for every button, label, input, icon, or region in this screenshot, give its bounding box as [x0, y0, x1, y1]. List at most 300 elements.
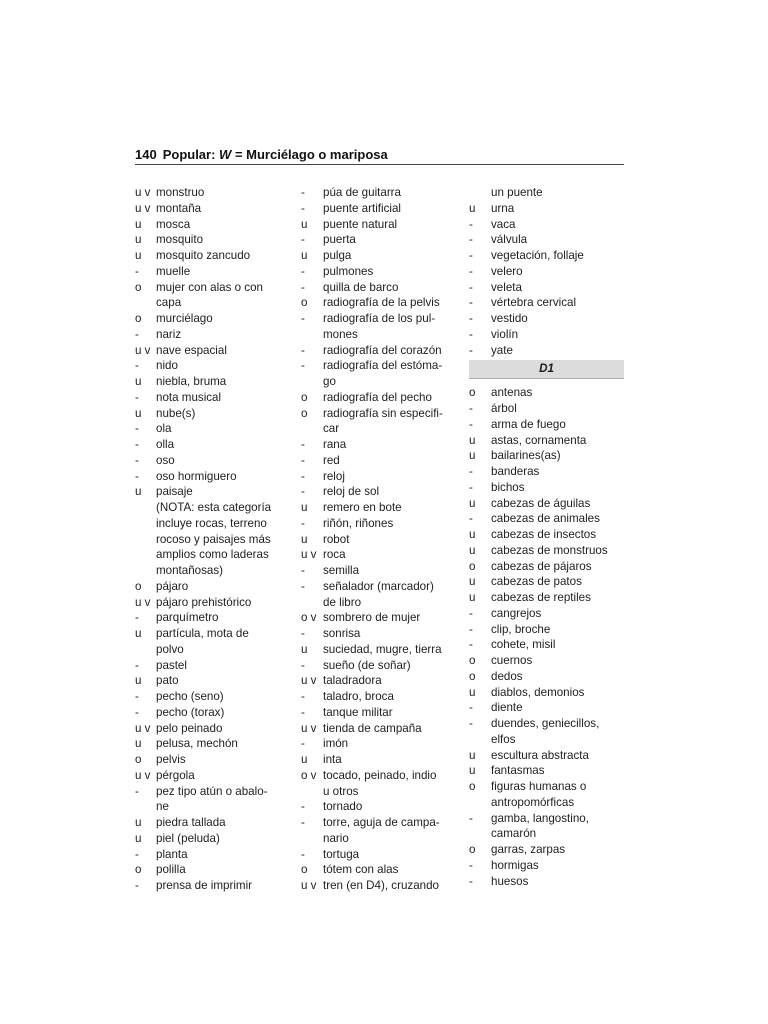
entry-code: -	[301, 800, 305, 814]
entry-text: pelusa, mechón	[156, 737, 238, 751]
list-item	[135, 201, 295, 217]
entry-text: sombrero de mujer	[323, 611, 421, 625]
list-item	[135, 516, 295, 532]
list-item	[469, 511, 626, 527]
entry-text: parquímetro	[156, 611, 219, 625]
page-number: 140	[135, 147, 157, 162]
entry-code	[469, 795, 491, 811]
entry-text: polvo	[156, 642, 184, 656]
entry-text: válvula	[491, 233, 528, 247]
entry-code: -	[301, 847, 305, 861]
list-item	[135, 374, 295, 390]
entry-text: nario	[323, 831, 349, 845]
list-item	[301, 642, 466, 658]
entry-code	[135, 500, 156, 516]
entry-code: u	[135, 406, 142, 420]
entry-code: -	[469, 512, 473, 526]
entry-text: yate	[491, 343, 513, 357]
entry-code: u	[469, 575, 476, 589]
list-item	[469, 842, 626, 858]
entry-code: u	[135, 627, 142, 640]
entry-text: astas, cornamenta	[491, 433, 587, 447]
entry-text: tanque militar	[323, 705, 393, 719]
entry-code: -	[301, 627, 305, 640]
list-item	[135, 500, 295, 516]
entry-text: duendes, geniecillos,	[491, 717, 600, 730]
entry-text: antropomórficas	[491, 795, 575, 809]
entry-text: radiografía de los pul-	[323, 312, 436, 325]
entry-text: taladro, broca	[323, 690, 394, 703]
list-item	[135, 626, 295, 642]
entry-code: -	[301, 816, 305, 829]
entry-code: o	[135, 280, 142, 294]
entry-text: nido	[156, 359, 178, 373]
list-item	[135, 469, 295, 485]
entry-text: montañosas)	[156, 564, 224, 577]
entry-text: púa de guitarra	[323, 186, 401, 199]
list-item	[135, 705, 295, 721]
list-item	[135, 311, 295, 327]
entry-text: sueño (de soñar)	[323, 658, 411, 672]
entry-text: escultura abstracta	[491, 748, 589, 762]
entry-code: -	[301, 485, 305, 499]
entry-text: taladradora	[323, 674, 382, 688]
list-item	[469, 732, 626, 748]
entry-text: oso	[156, 453, 175, 467]
entry-text: roca	[323, 548, 346, 562]
entry-code: -	[469, 343, 473, 357]
list-item	[135, 295, 295, 311]
entry-code: -	[135, 658, 139, 672]
entry-code: o	[469, 669, 476, 683]
entry-text: radiografía de la pelvis	[323, 296, 440, 310]
list-item	[469, 700, 626, 716]
entry-code: -	[301, 737, 305, 751]
entry-code: -	[301, 564, 305, 577]
list-item	[301, 280, 466, 296]
list-item	[301, 736, 466, 752]
list-item	[301, 831, 466, 847]
entry-text: mujer con alas o con	[156, 280, 263, 294]
entry-code	[301, 421, 323, 437]
list-item	[135, 610, 295, 626]
list-item	[301, 374, 466, 390]
entry-text: árbol	[491, 402, 517, 415]
entry-text: pelo peinado	[156, 721, 223, 735]
entry-text: antenas	[491, 386, 533, 400]
entry-code: -	[301, 690, 305, 703]
entry-text: pulga	[323, 249, 352, 262]
entry-code: -	[301, 438, 305, 451]
entry-code: -	[469, 606, 473, 620]
entry-code: o	[135, 579, 142, 593]
entry-code: u	[135, 816, 142, 829]
list-item	[469, 232, 626, 248]
list-item	[469, 280, 626, 296]
list-item	[301, 232, 466, 248]
entry-text: pecho (torax)	[156, 705, 225, 719]
list-item	[469, 217, 626, 233]
entry-text: mosquito zancudo	[156, 249, 251, 262]
list-item	[135, 232, 295, 248]
entry-text: pájaro prehistórico	[156, 595, 252, 609]
list-item	[301, 217, 466, 233]
list-item	[469, 622, 626, 638]
entry-code: o	[301, 406, 308, 420]
list-item	[469, 480, 626, 496]
entry-text: tren (en D4), cruzando	[323, 879, 439, 892]
entry-code: -	[301, 579, 305, 593]
entry-text: pastel	[156, 658, 187, 672]
entry-text: riñón, riñones	[323, 516, 394, 530]
list-item	[469, 543, 626, 559]
list-item	[469, 795, 626, 811]
entry-code: o	[135, 753, 142, 766]
entry-text: semilla	[323, 564, 360, 577]
entry-code: u v	[135, 186, 151, 199]
entry-code: -	[301, 280, 305, 294]
entry-text: reloj	[323, 469, 345, 483]
list-item	[301, 185, 466, 201]
list-item	[469, 433, 626, 449]
entry-code: -	[469, 701, 473, 715]
list-item	[469, 748, 626, 764]
entry-text: cangrejos	[491, 606, 542, 620]
list-item	[301, 784, 466, 800]
entry-text: bichos	[491, 480, 525, 494]
list-item	[301, 295, 466, 311]
list-item	[469, 559, 626, 575]
entry-code: u v	[301, 721, 317, 735]
list-item	[469, 311, 626, 327]
entry-code: o	[469, 654, 476, 667]
entry-code: u	[469, 591, 476, 604]
entry-text: puente artificial	[323, 201, 401, 215]
entry-code: u	[135, 375, 142, 388]
entry-text: pecho (seno)	[156, 690, 224, 703]
entry-code: -	[301, 453, 305, 467]
list-item	[469, 685, 626, 701]
entry-code: -	[301, 516, 305, 530]
list-item	[301, 658, 466, 674]
entry-text: pérgola	[156, 768, 195, 782]
list-item	[301, 768, 466, 784]
list-item	[135, 406, 295, 422]
entry-code: -	[469, 296, 473, 310]
entry-code: u v	[135, 721, 151, 735]
list-item	[301, 626, 466, 642]
entry-code: u	[469, 496, 476, 510]
list-item	[301, 311, 466, 327]
entry-code: -	[469, 280, 473, 294]
entry-code	[301, 374, 323, 390]
entry-text: señalador (marcador)	[323, 579, 434, 593]
entry-code: o	[301, 863, 308, 877]
list-item	[135, 815, 295, 831]
entry-text: nube(s)	[156, 406, 196, 420]
entry-text: radiografía sin especifi-	[323, 406, 443, 420]
list-item	[301, 721, 466, 737]
list-item	[469, 496, 626, 512]
list-item	[301, 673, 466, 689]
entry-text: un puente	[491, 186, 543, 199]
entry-text: puerta	[323, 233, 356, 247]
entry-text: olla	[156, 438, 175, 451]
entry-text: gamba, langostino,	[491, 811, 589, 825]
entry-text: red	[323, 453, 340, 467]
entry-text: vestido	[491, 312, 528, 325]
list-item	[135, 185, 295, 201]
column-2	[301, 185, 466, 894]
entry-text: cabezas de patos	[491, 575, 582, 589]
entry-text: piel (peluda)	[156, 831, 220, 845]
list-item	[301, 752, 466, 768]
entry-code: u	[135, 737, 142, 751]
entry-text: radiografía del estóma-	[323, 359, 443, 373]
entry-code: -	[135, 705, 139, 719]
entry-code: u	[301, 753, 308, 766]
list-item	[469, 248, 626, 264]
entry-code: -	[135, 469, 139, 483]
header-rule	[135, 164, 624, 165]
list-item	[469, 343, 626, 359]
list-item	[135, 784, 295, 800]
entry-code: -	[135, 327, 139, 341]
entry-code: -	[469, 312, 473, 325]
entry-code: u	[135, 485, 142, 499]
list-item	[469, 327, 626, 343]
entry-code: o v	[301, 611, 317, 625]
list-item	[301, 437, 466, 453]
list-item	[135, 358, 295, 374]
entry-text: reloj de sol	[323, 485, 380, 499]
list-item	[469, 763, 626, 779]
entry-text: quilla de barco	[323, 280, 399, 294]
entry-text: pájaro	[156, 579, 189, 593]
list-item	[301, 264, 466, 280]
list-item	[135, 642, 295, 658]
entry-text: cabezas de monstruos	[491, 543, 608, 557]
list-item	[301, 453, 466, 469]
entry-text: mosquito	[156, 233, 204, 247]
list-item	[135, 831, 295, 847]
entry-code: -	[469, 638, 473, 652]
entry-code: u v	[135, 595, 151, 609]
entry-code	[301, 831, 323, 847]
list-item	[469, 669, 626, 685]
entry-code: -	[469, 622, 473, 636]
entry-text: de libro	[323, 595, 362, 609]
entry-text: (NOTA: esta categoría	[156, 501, 272, 514]
entry-code	[301, 327, 323, 343]
entry-code: -	[469, 480, 473, 494]
entry-code: -	[469, 465, 473, 478]
list-item	[135, 658, 295, 674]
entry-code: u	[301, 501, 308, 514]
entry-text: sonrisa	[323, 627, 361, 640]
list-item	[135, 673, 295, 689]
entry-text: banderas	[491, 465, 540, 478]
entry-code: -	[469, 217, 473, 231]
entry-code: u	[135, 674, 142, 688]
list-item	[469, 637, 626, 653]
entry-text: radiografía del corazón	[323, 343, 442, 357]
entry-code: -	[301, 343, 305, 357]
list-item	[301, 500, 466, 516]
entry-text: montaña	[156, 201, 202, 215]
entry-code: u	[469, 764, 476, 778]
list-item	[135, 343, 295, 359]
list-item	[301, 705, 466, 721]
list-item	[469, 779, 626, 795]
list-item	[301, 799, 466, 815]
column-1	[135, 185, 295, 894]
entry-text: cabezas de pájaros	[491, 559, 592, 573]
entry-text: urna	[491, 201, 515, 215]
entry-text: veleta	[491, 280, 522, 294]
entry-text: nota musical	[156, 390, 222, 404]
entry-text: pulmones	[323, 264, 374, 278]
list-item	[135, 390, 295, 406]
list-item	[469, 858, 626, 874]
entry-code	[135, 532, 156, 548]
list-item	[135, 862, 295, 878]
entry-text: pelvis	[156, 753, 186, 766]
entry-code: -	[469, 327, 473, 341]
entry-text: dedos	[491, 669, 523, 683]
list-item	[301, 547, 466, 563]
entry-text: camarón	[491, 827, 537, 841]
list-item	[135, 437, 295, 453]
list-item	[135, 484, 295, 500]
header-title-w: W	[219, 147, 232, 162]
entry-code: -	[135, 611, 139, 625]
entry-code: u	[301, 217, 308, 231]
entry-code	[469, 185, 491, 201]
entry-text: pez tipo atún o abalo-	[156, 784, 268, 798]
list-item	[135, 421, 295, 437]
list-item	[135, 752, 295, 768]
list-item	[301, 595, 466, 611]
entry-text: planta	[156, 847, 188, 861]
list-item	[301, 532, 466, 548]
entry-code: -	[301, 201, 305, 215]
entry-code: u	[469, 201, 476, 215]
list-item	[135, 579, 295, 595]
entry-text: cohete, misil	[491, 638, 556, 652]
entry-code: o	[469, 843, 476, 856]
list-item	[469, 653, 626, 669]
entry-code	[135, 563, 156, 579]
entry-text: remero en bote	[323, 501, 402, 514]
entry-code: u	[301, 532, 308, 546]
entry-text: go	[323, 375, 336, 388]
entry-code: u	[135, 233, 142, 247]
entry-text: arma de fuego	[491, 417, 566, 431]
list-item	[469, 527, 626, 543]
entry-text: mones	[323, 327, 358, 341]
entry-code: u	[469, 685, 476, 699]
entry-code: -	[135, 847, 139, 861]
entry-text: inta	[323, 753, 342, 766]
list-item	[469, 590, 626, 606]
entry-text: u otros	[323, 784, 359, 798]
entry-code: -	[301, 469, 305, 483]
entry-code: -	[135, 390, 139, 404]
entry-text: prensa de imprimir	[156, 879, 252, 892]
entry-text: capa	[156, 296, 182, 310]
list-item	[135, 878, 295, 894]
entry-code: -	[135, 359, 139, 373]
list-item	[135, 532, 295, 548]
list-item	[469, 185, 626, 201]
entry-code: o	[469, 780, 476, 793]
entry-text: tortuga	[323, 847, 360, 861]
entry-text: vegetación, follaje	[491, 249, 584, 262]
entry-text: figuras humanas o	[491, 780, 587, 793]
list-item	[135, 595, 295, 611]
list-item	[301, 358, 466, 374]
entry-code: -	[301, 233, 305, 247]
entry-text: tocado, peinado, indio	[323, 768, 437, 782]
entry-code: o	[469, 386, 476, 400]
entry-code: u v	[135, 768, 151, 782]
entry-code: -	[469, 874, 473, 888]
list-item	[469, 811, 626, 827]
list-item	[469, 826, 626, 842]
entry-text: polilla	[156, 863, 186, 877]
entry-text: clip, broche	[491, 622, 551, 636]
entry-code: o v	[301, 768, 317, 782]
list-item	[135, 768, 295, 784]
entry-text: cabezas de animales	[491, 512, 600, 526]
entry-code: -	[135, 264, 139, 278]
entry-text: nave espacial	[156, 343, 227, 357]
entry-code: -	[469, 811, 473, 825]
list-item	[301, 469, 466, 485]
entry-text: ne	[156, 800, 169, 814]
entry-text: fantasmas	[491, 764, 545, 778]
entry-text: tornado	[323, 800, 363, 814]
entry-text: rana	[323, 438, 347, 451]
list-item	[135, 280, 295, 296]
entry-code	[135, 516, 156, 532]
list-item	[301, 343, 466, 359]
entry-text: elfos	[491, 732, 516, 746]
list-item	[301, 563, 466, 579]
entry-text: diente	[491, 701, 523, 715]
list-item	[301, 516, 466, 532]
entry-code: -	[135, 438, 139, 451]
list-item	[469, 385, 626, 401]
entry-code	[135, 799, 156, 815]
list-item	[301, 406, 466, 422]
list-item	[301, 815, 466, 831]
entry-code: -	[469, 717, 473, 730]
entry-text: nariz	[156, 327, 182, 341]
list-item	[301, 327, 466, 343]
entry-text: car	[323, 422, 340, 436]
list-item	[135, 847, 295, 863]
entry-text: robot	[323, 532, 350, 546]
entry-code: -	[135, 690, 139, 703]
entry-code: u	[135, 217, 142, 231]
entry-text: cuernos	[491, 654, 533, 667]
entry-code: -	[469, 402, 473, 415]
list-item	[135, 453, 295, 469]
list-item	[301, 390, 466, 406]
entry-code: u	[469, 528, 476, 541]
